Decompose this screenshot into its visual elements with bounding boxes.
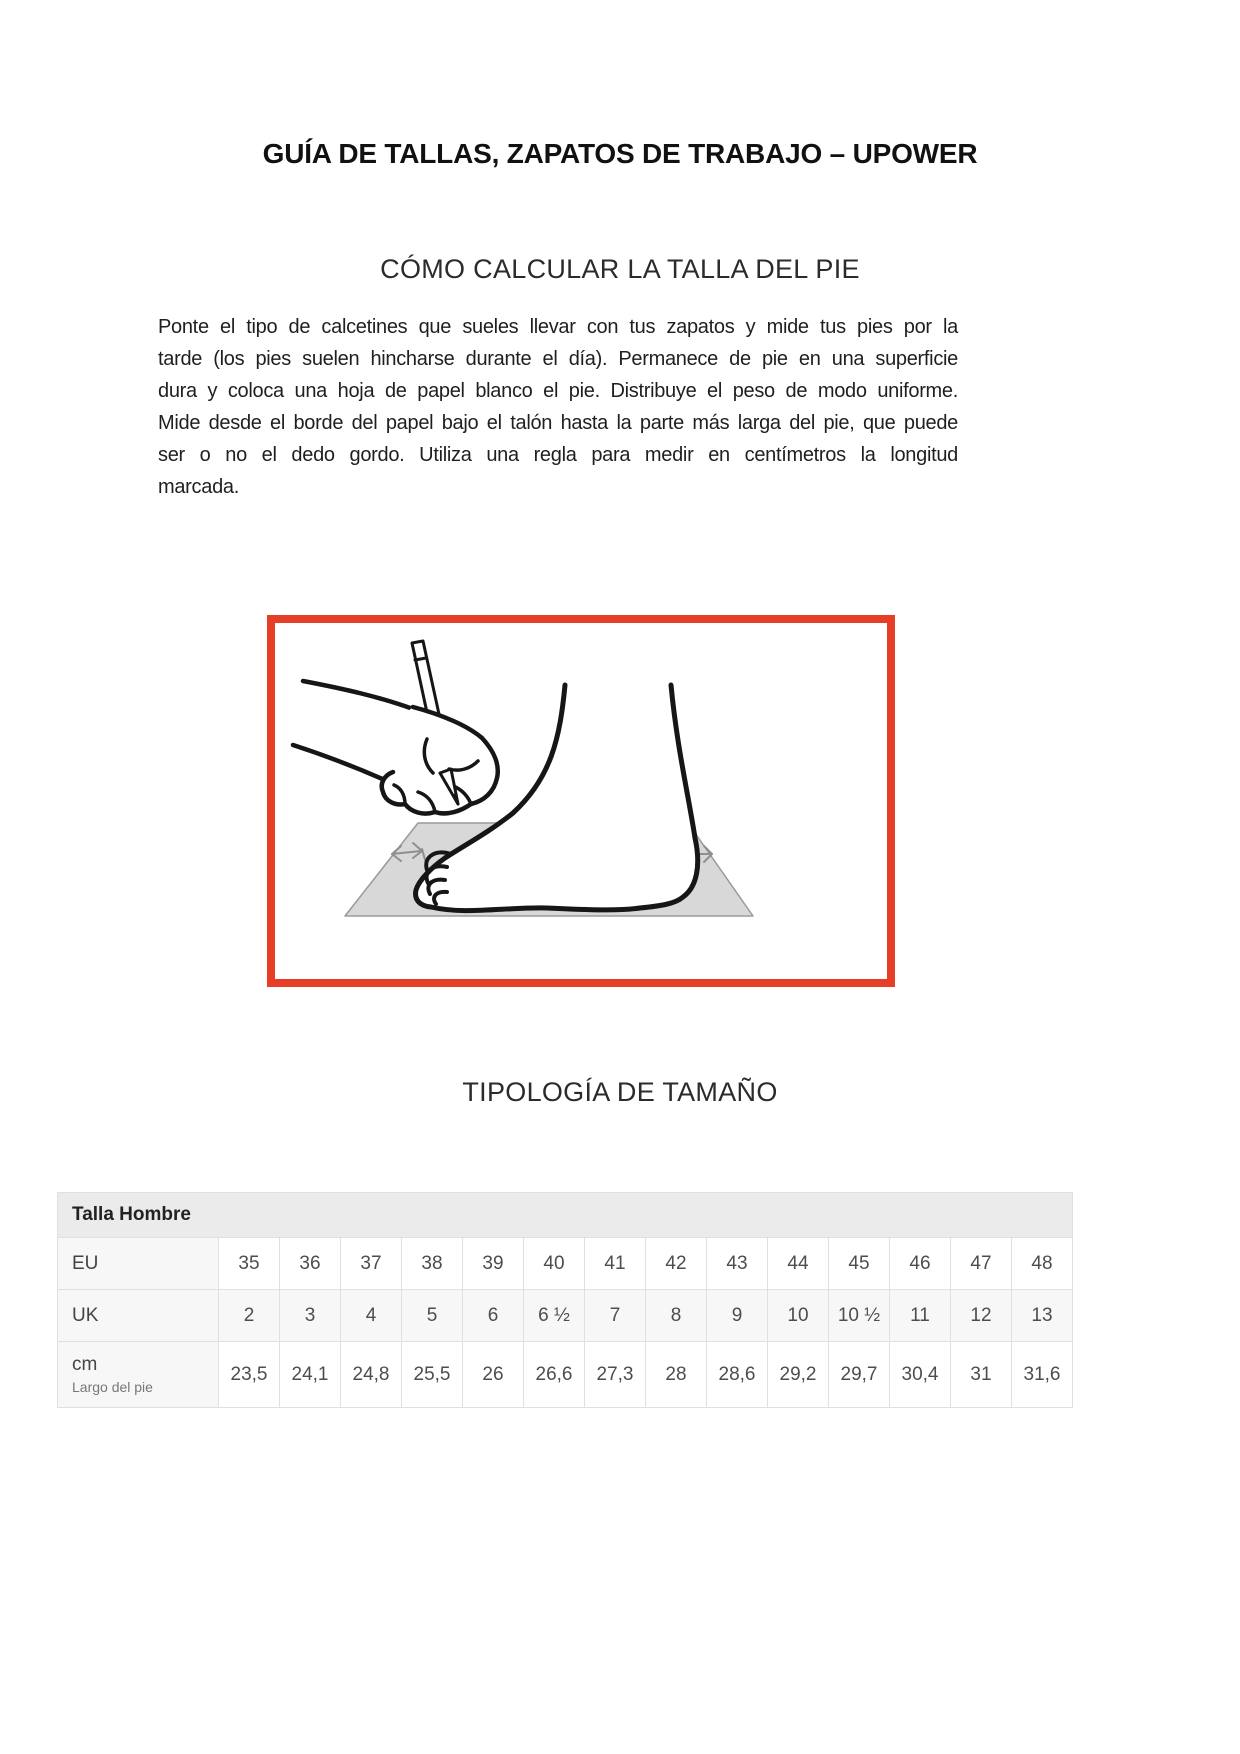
size-value-cell: 39 xyxy=(463,1238,524,1290)
size-table-row xyxy=(58,1238,1073,1290)
size-value-cell: 7 xyxy=(585,1290,646,1342)
size-value-cell: 29,2 xyxy=(768,1342,829,1408)
size-value-cell: 37 xyxy=(341,1238,402,1290)
row-label-cell xyxy=(58,1290,219,1342)
size-value-cell: 8 xyxy=(646,1290,707,1342)
size-value-cell: 31 xyxy=(951,1342,1012,1408)
row-label: EU xyxy=(72,1252,99,1274)
size-value-cell: 35 xyxy=(219,1238,280,1290)
size-value-cell: 24,1 xyxy=(280,1342,341,1408)
size-value-cell: 31,6 xyxy=(1012,1342,1073,1408)
size-table-header: Talla Hombre xyxy=(58,1193,1073,1238)
hand-fill xyxy=(382,707,498,814)
size-value-cell: 38 xyxy=(402,1238,463,1290)
size-value-cell: 11 xyxy=(890,1290,951,1342)
size-value-cell: 40 xyxy=(524,1238,585,1290)
how-to-heading: CÓMO CALCULAR LA TALLA DEL PIE xyxy=(380,254,860,284)
pencil-eraser-line xyxy=(415,658,426,660)
instructions-paragraph xyxy=(158,311,958,503)
row-sublabel: Largo del pie xyxy=(72,1379,153,1395)
size-value-cell: 41 xyxy=(585,1238,646,1290)
size-value-cell: 12 xyxy=(951,1290,1012,1342)
size-value-cell: 10 ½ xyxy=(829,1290,890,1342)
paragraph-line: marcada. xyxy=(158,476,239,498)
size-value-cell: 10 xyxy=(768,1290,829,1342)
size-value-cell: 5 xyxy=(402,1290,463,1342)
size-value-cell: 3 xyxy=(280,1290,341,1342)
paragraph-line: ser o no el dedo gordo. Utiliza una regla para medir en centímetros la longitud xyxy=(158,444,958,466)
paragraph-line: Ponte el tipo de calcetines que sueles llevar con tus zapatos y mide tus pies por la xyxy=(158,316,958,338)
size-value-cell: 44 xyxy=(768,1238,829,1290)
size-value-cell: 4 xyxy=(341,1290,402,1342)
size-table-header-row xyxy=(58,1193,1073,1238)
page-title: GUÍA DE TALLAS, ZAPATOS DE TRABAJO – UPOWER xyxy=(262,138,978,169)
size-table-row xyxy=(58,1342,1073,1408)
size-value-cell: 43 xyxy=(707,1238,768,1290)
paragraph-line: Mide desde el borde del papel bajo el talón hasta la parte más larga del pie, que puede xyxy=(158,412,958,434)
size-value-cell: 47 xyxy=(951,1238,1012,1290)
size-value-cell: 30,4 xyxy=(890,1342,951,1408)
foot-measurement-figure xyxy=(267,615,895,987)
row-label-cell xyxy=(58,1342,219,1408)
size-table xyxy=(57,1192,1073,1408)
size-table-row xyxy=(58,1290,1073,1342)
size-value-cell: 24,8 xyxy=(341,1342,402,1408)
row-label: UK xyxy=(72,1304,99,1326)
size-value-cell: 28,6 xyxy=(707,1342,768,1408)
paragraph-line: tarde (los pies suelen hincharse durante el día). Permanece de pie en una superficie xyxy=(158,348,958,370)
foot-measurement-illustration xyxy=(275,623,887,979)
size-value-cell: 27,3 xyxy=(585,1342,646,1408)
size-value-cell: 28 xyxy=(646,1342,707,1408)
row-label-cell xyxy=(58,1238,219,1290)
size-value-cell: 13 xyxy=(1012,1290,1073,1342)
size-value-cell: 26 xyxy=(463,1342,524,1408)
paragraph-line: dura y coloca una hoja de papel blanco el pie. Distribuye el peso de modo uniforme. xyxy=(158,380,958,402)
size-value-cell: 6 ½ xyxy=(524,1290,585,1342)
size-value-cell: 42 xyxy=(646,1238,707,1290)
size-value-cell: 45 xyxy=(829,1238,890,1290)
size-value-cell: 9 xyxy=(707,1290,768,1342)
size-value-cell: 25,5 xyxy=(402,1342,463,1408)
size-value-cell: 23,5 xyxy=(219,1342,280,1408)
size-value-cell: 26,6 xyxy=(524,1342,585,1408)
size-value-cell: 2 xyxy=(219,1290,280,1342)
size-value-cell: 29,7 xyxy=(829,1342,890,1408)
size-value-cell: 48 xyxy=(1012,1238,1073,1290)
size-value-cell: 36 xyxy=(280,1238,341,1290)
size-typology-heading: TIPOLOGÍA DE TAMAÑO xyxy=(462,1077,778,1107)
row-label: cm xyxy=(72,1354,98,1375)
size-value-cell: 6 xyxy=(463,1290,524,1342)
size-value-cell: 46 xyxy=(890,1238,951,1290)
